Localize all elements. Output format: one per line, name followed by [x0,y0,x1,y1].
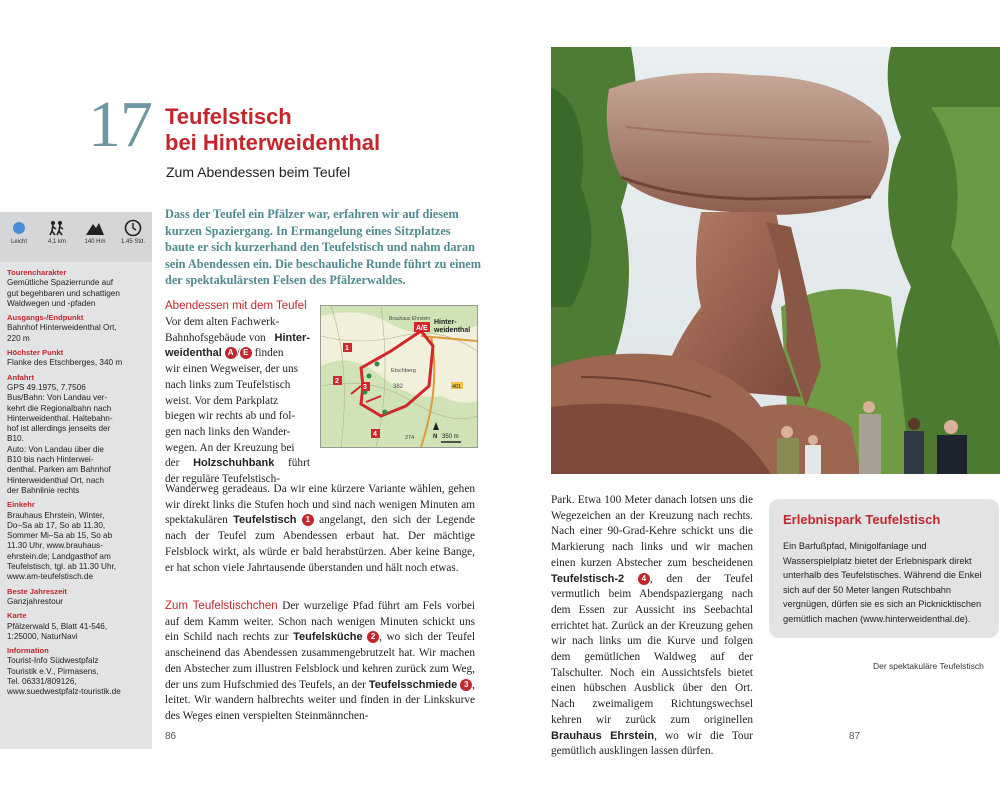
place-teufelstisch-2: Teufelstisch-2 [551,572,625,585]
infobox-title: Erlebnispark Teufelstisch [783,512,941,527]
stat-distance [38,212,76,245]
map-label-etschberg: Etschberg [391,368,416,374]
map-label-brauhaus: Brauhaus Ehrstein [389,316,431,322]
chapter-subtitle: Zum Abendessen beim Teufel [166,164,351,180]
text-span: Park. Etwa 100 Meter danach lotsen uns die Wegezeichen an der Kreuzung nach rechts. Nach einer 90-Grad-Kehre schickt uns die Markierung nach links und wir machen einen kurzen Abstecher zum bescheidenen [551,494,753,569]
text-span: angelangt, den sich der Legende nach der Teufel zum Abendessen erbaut hat. Der mächtige Felsblock wirkt, als würde er bald herabstürzen. Aber keine Bange, er hat schon viele Jahrtausende überstanden und hält noch etwas. [165,514,476,574]
map-label-town: weidenthal [434,327,471,334]
sidebar-value: Brauhaus Ehrstein, Winter, Do–Sa ab 17, So ab 11.30, Sommer Mi–Sa ab 15, So ab 11.30 Uhr, www.brauhaus- ehrstein.de; Landgasthof am Teufelstisch, tgl. ab 11.30 Uhr, www.am-teufelstisch.de [7,510,117,582]
stat-duration [114,212,152,245]
text-line [165,456,310,472]
page-number-left: 86 [165,731,177,742]
map-label-start-end: A/E [416,325,428,332]
stat-elevation [76,212,114,245]
text-span: Der wurzelige Pfad führt am Fels vorbei auf dem Kamm weiter. Schon nach wenigen Minuten schickt uns ein Schild nach rechts zur [165,600,475,644]
chapter-title-line2: bei Hinterweidenthal [165,130,381,155]
text-span: Wanderweg geradeaus. Da wir eine kürzere Variante wählen, gehen wir direkt links die Stufen hoch und sind nach wenigen Minuten am spektakulären [165,483,475,527]
text-span: , den der Teufel vermutlich beim Abendspaziergang nach dem Essen zur Aussicht ins Seebachtal errichtet hat. Zurück an der Kreuzung gehen wir nach links um die Kurve und folgen dem gemütlichen Waldweg auf der Talschulter. Noch ein Aussichtsfels bietet einen hübschen Ausblick über den Ort. Nach zweimaligem Richtungswechsel kehren wir zurück zum originellen [551,572,753,726]
page-number-right: 87 [849,731,861,742]
map-marker-3: 3 [363,384,367,391]
infobox-erlebnispark [769,499,999,638]
map-marker-1: 1 [345,345,349,352]
text-span: führt [288,457,310,470]
map-label-elevation: 274 [405,435,415,441]
marker-2: 2 [367,631,379,643]
place-teufelskueche: Teufelsküche [293,631,363,644]
hikers-icon [48,220,66,236]
sidebar-heading: Tourencharakter [7,268,67,277]
infobox-text: Ein Barfußpfad, Minigolfanlage und Wasserspielplatz bietet der Erlebnispark direkt unterhalb des Teufelstisches. Während die Enkel sich auf der 50 Meter langen Rutschbahn vergnügen, dürfen sie es sich an Picknicktischen gemütlich machen (www.hinterweidenthal.de). [783,541,982,624]
tour-info-list [7,268,149,698]
text-span: , wo wir die Tour gemütlich ausklingen lassen dürfen. [551,729,753,758]
place-hinterweidenthal-1: Hinter- [274,331,310,344]
text-line: weist. Vor dem Parkplatz [165,394,279,407]
sidebar-heading: Information [7,646,49,656]
map-label-town: Hinter- [434,319,457,326]
text-line: weidenthal A / E finden [165,347,284,360]
sidebar-heading: Anfahrt [7,372,34,382]
sidebar-value: Flanke des Etschberges, 340 m [7,358,123,368]
chapter-number: 17 [88,88,152,161]
marker-start: A [225,347,237,359]
sidebar-heading: Höchster Punkt [7,348,64,358]
sidebar-value: Pfälzerwald 5, Blatt 41-546, 1:25000, NaturNavi [7,621,108,641]
map-label-elevation: 382 [393,384,404,390]
route-map-graphic [321,306,477,447]
sidebar-heading: Karte [7,611,27,621]
place-teufelstisch: Teufelstisch [233,514,297,527]
text-span: , wo sich der Teufel anscheinend das Abendessen zusammengebrutzelt hat. Wir machen den Abstecher zum illustren Felsblock und kehren zurück zum Weg, der uns zum Hufschmied des Teufels, an der [165,631,475,691]
text-line: Vor dem alten Fachwerk- [165,316,280,328]
sidebar-heading: Einkehr [7,500,35,510]
stat-label: 140 Hm [84,239,106,245]
map-scale: 350 m [442,434,459,440]
text-span: , leitet. Wir wandern halbrechts weiter und finden in der Linkskurve des Weges einen verspielten Steinmännchen- [165,678,475,722]
section-heading-2: Zum Teufelstischchen [165,600,278,612]
place-holzschuhbank: Holzschuhbank [193,457,275,470]
stats-bar [0,212,152,262]
sidebar-heading: Ausgangs-/Endpunkt [7,313,84,323]
marker-1: 1 [302,514,314,526]
map-marker-4: 4 [373,431,377,438]
place-teufelsschmiede: Teufelsschmiede [368,678,458,691]
sidebar-value: Gemütliche Spazierrunde auf gut begehbaren und schattigen Waldwegen und -pfaden [7,278,120,308]
rock-photo-graphic [551,47,1000,474]
route-map [320,305,478,448]
text-span: der [165,457,180,470]
marker-4: 4 [638,573,650,585]
teufelstisch-photo [551,47,1000,474]
section1-narrow-text [165,315,310,488]
sidebar-value: Tourist-Info Südwestpfalz Touristik e.V., Pirmasens, Tel. 06331/809126, www.suedwestpfalz-touristik.de [7,656,121,697]
section-heading-1: Abendessen mit dem Teufel [165,300,307,312]
text-line [165,331,310,347]
sidebar-heading: Beste Jahreszeit [7,586,67,596]
mountain-icon [85,220,105,236]
stat-label: 4,1 km [47,239,66,245]
stat-difficulty [0,212,38,245]
marker-end: E [240,347,252,359]
marker-3: 3 [460,679,472,691]
stat-label: Leicht [10,239,27,245]
chapter-title [165,104,380,156]
right-column-text [551,493,753,760]
sidebar-value: GPS 49.1975, 7.7506 Bus/Bahn: Von Landau ver- kehrt die Regionalbahn nach Hinterweidenthal. Haltebahn- hof ist allerdings jenseits der B10. Auto: Von Landau über die B10 bis nach Hinterwei- denthal. Parken am Bahnhof Hinterweidenthal Ort, nach der Bahnlinie rechts [7,382,113,495]
map-marker-2: 2 [335,378,339,385]
text-span: Bahnhofsgebäude von [165,331,266,344]
intro-text: Dass der Teufel ein Pfälzer war, erfahren wir auf diesem kurzen Spaziergang. In Ermangelung eines Sitzplatzes baute er sich kurzerhand den Teufelstisch und nahm daran sein Abendessen ein. Die beschauliche Runde führt zu einem der spektakulärsten Felsen des Pfälzerwaldes. [165,207,481,287]
clock-icon [124,219,142,237]
text-span: finden [251,347,284,360]
sidebar-value: Bahnhof Hinterweidenthal Ort, 220 m [7,323,117,343]
text-line: gen nach links den Wander- [165,425,291,438]
place-brauhaus-ehrstein: Brauhaus Ehrstein [551,729,655,742]
map-north: N [433,434,438,440]
photo-caption: Der spektakuläre Teufelstisch [873,661,984,671]
sidebar-value: Ganzjahrestour [7,596,63,606]
text-line: nach links zum Teufelstisch [165,378,291,391]
text-line: biegen wir rechts ab und fol- [165,410,296,423]
section1-wide-text [165,482,475,576]
stat-label: 1.45 Std. [120,239,146,245]
section2-text [165,599,475,725]
text-line: wegen. An der Kreuzung bei [165,441,295,454]
text-line: der reguläre Teufelstisch- [165,473,281,486]
chapter-title-line1: Teufelstisch [165,104,292,129]
text-line: wir einen Wegweiser, der uns [165,363,299,376]
map-label-road: 401 [452,384,462,390]
place-hinterweidenthal-2: weidenthal [165,347,222,360]
difficulty-dot-icon [11,220,27,236]
